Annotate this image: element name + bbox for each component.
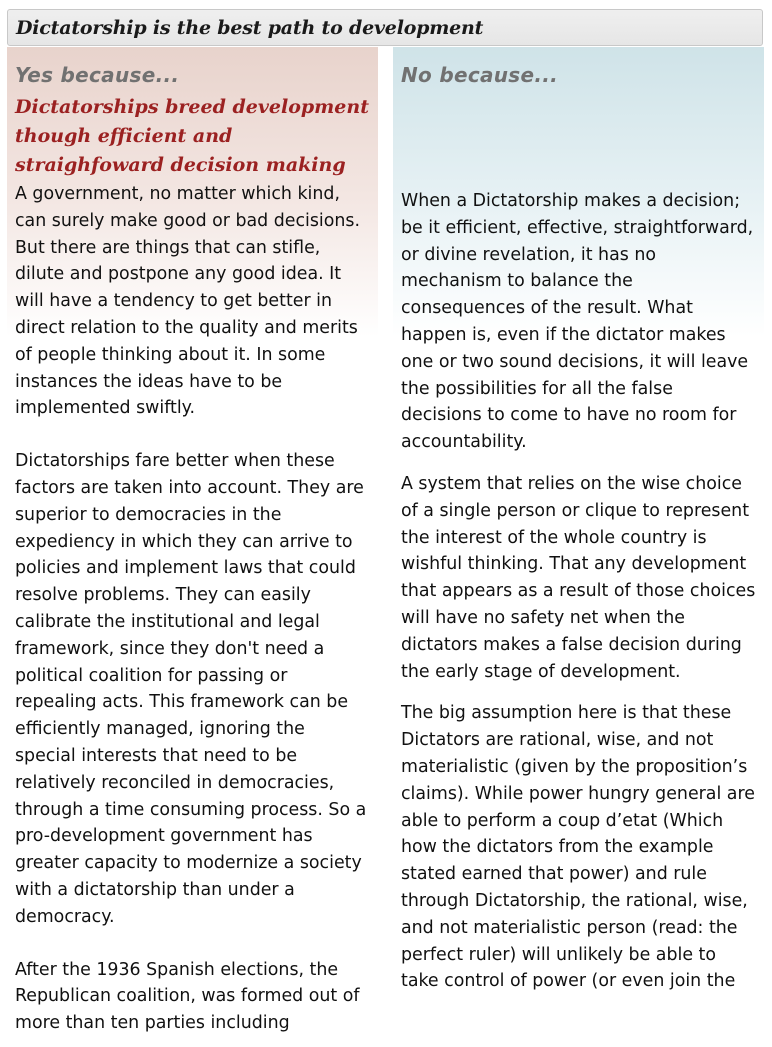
yes-paragraph: Dictatorships fare better when these factors are taken into account. They are superior to democracies in the expediency in which they can arrive to policies and implement laws that could resolve problems. They can easily calibrate the institutional and legal framework, since they don't need a political coalition for passing or repealing acts. This framework can be efficiently managed, ignoring the special interests that need to be relatively reconciled in democracies, through a time consuming process. So a pro-development government has greater capacity to modernize a society with a dictatorship than under a democracy.: [15, 451, 367, 927]
debate-topic-title: Dictatorship is the best path to development: [7, 9, 763, 46]
yes-column: [7, 47, 378, 1047]
no-claim-spacer: [401, 87, 756, 188]
no-column: [393, 47, 764, 1047]
yes-paragraph: After the 1936 Spanish elections, the Republican coalition, was formed out of more than ten parties including: [15, 959, 360, 1034]
no-heading: No because...: [401, 63, 559, 87]
yes-heading: Yes because...: [15, 63, 180, 87]
no-paragraph: A system that relies on the wise choice of a single person or clique to represent the interest of the whole country is wishful thinking. That any development that appears as a result of those choices will have no safety net when the dictators makes a false decision during the early stage of development.: [401, 473, 756, 682]
yes-claim: Dictatorships breed development though efficient and straighfoward decision making: [15, 96, 369, 176]
no-paragraph: The big assumption here is that these Dictators are rational, wise, and not materialistic (given by the proposition’s claims). While power hungry general are able to perform a coup d’etat (Which how the dictators from the example stated earned that power) and rule through Dictatorship, the rational, wise, and not materialistic person (read: the perfect ruler) will unlikely be able to take control of power (or even join the: [401, 703, 755, 992]
yes-paragraph: A government, no matter which kind, can surely make good or bad decisions. But there are things that can stifle, dilute and postpone any good idea. It will have a tendency to get better in direct relation to the quality and merits of people thinking about it. In some instances the ideas have to be implemented swiftly.: [15, 184, 360, 419]
no-paragraph: When a Dictatorship makes a decision; be it efficient, effective, straightforward, or divine revelation, it has no mechanism to balance the consequences of the result. What happen is, even if the dictator makes one or two sound decisions, it will leave the possibilities for all the false decisions to come to have no room for accountability.: [401, 191, 754, 453]
